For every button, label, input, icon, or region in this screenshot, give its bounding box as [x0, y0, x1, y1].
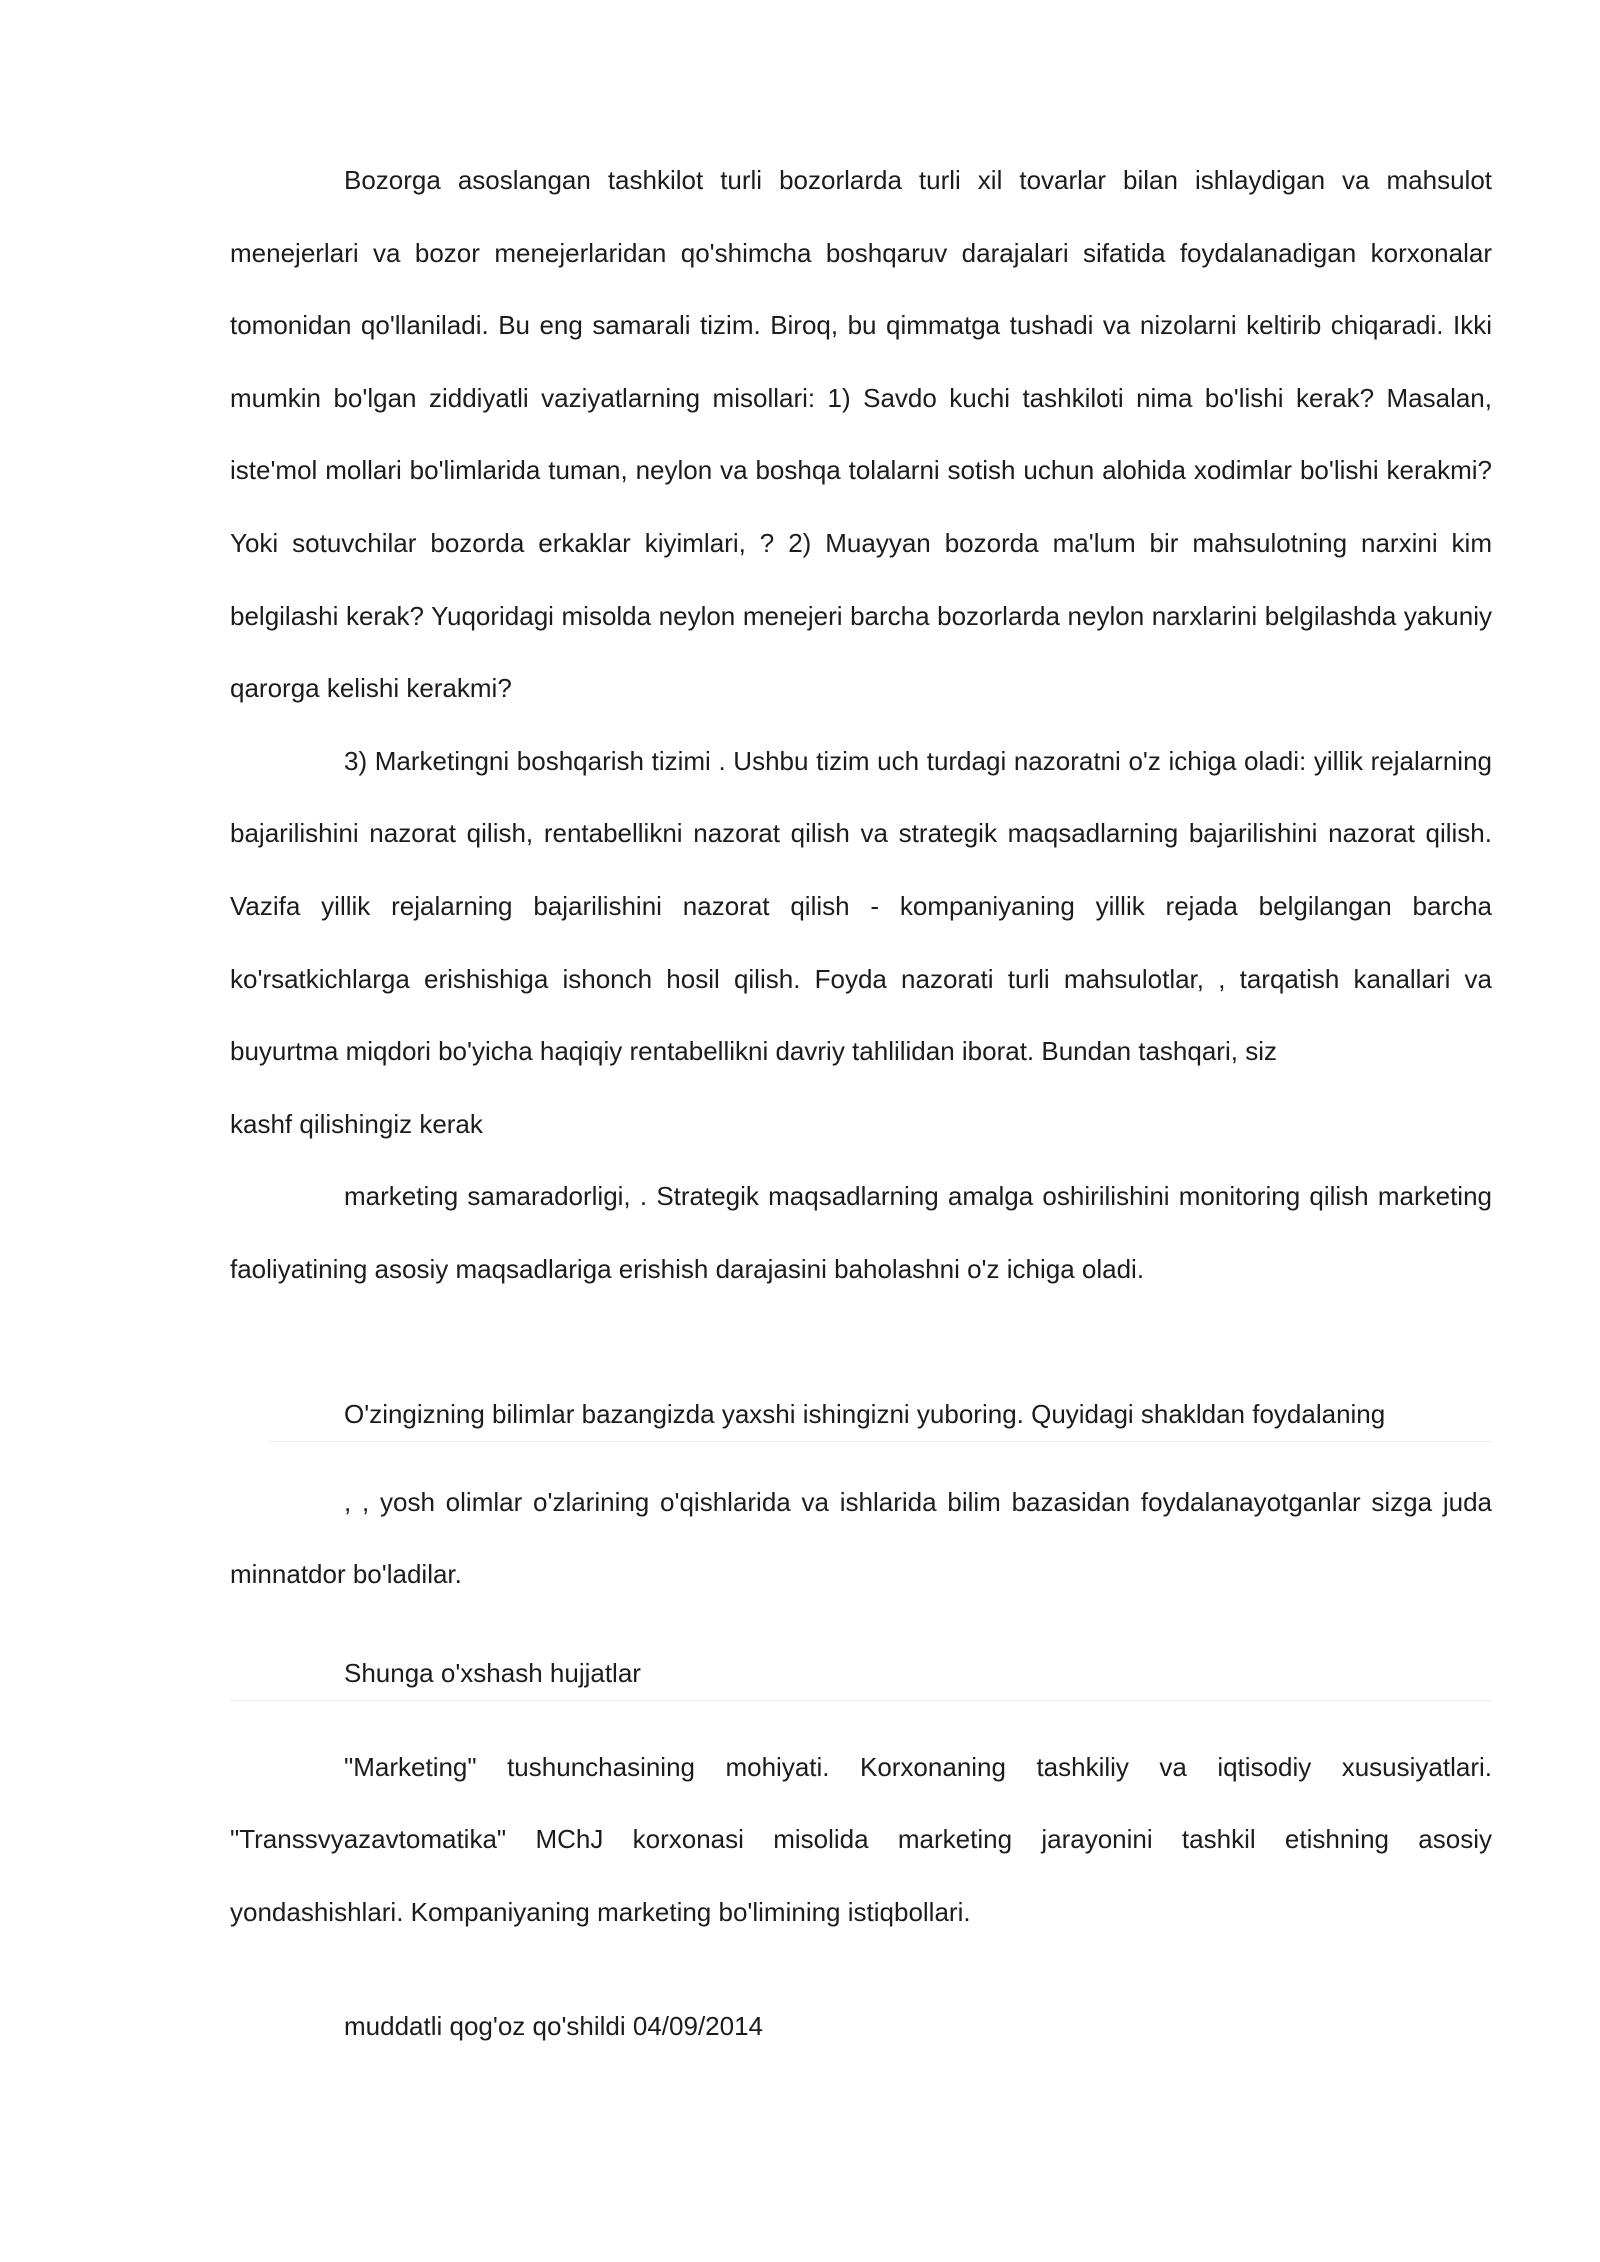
paragraph-marketing-efficiency: marketing samaradorligi, . Strategik maqsadlarning amalga oshirilishini monitoring qilish marketing faoliyatining asosiy maqsadlariga erishish darajasini baholashni o'z ichiga oladi. — [230, 1181, 1492, 1284]
paragraph-continuation: kashf qilishingiz kerak — [230, 1108, 483, 1139]
thanks-paragraph: , , yosh olimlar o'zlarining o'qishlarida va ishlarida bilim bazasidan foydalanayotganlar sizga juda minnatdor bo'ladilar. — [230, 1486, 1492, 1590]
submit-work-prompt — [230, 1392, 1492, 1436]
divider — [230, 1700, 1492, 1701]
similar-documents-heading — [230, 1651, 1492, 1695]
similar-document-meta: muddatli qog'oz qo'shildi 04/09/2014 — [344, 2011, 764, 2042]
similar-document-description[interactable]: "Marketing" tushunchasining mohiyati. Korxonaning tashkiliy va iqtisodiy xususiyatlari. "Transsvyazavtomatika" MChJ korxonasi misolida marketing jarayonini tashkil etishning asosiy yondashishlari. Kompaniyaning marketing bo'limining istiqbollari. — [230, 1751, 1492, 1927]
similar-documents-title: Shunga o'xshash hujjatlar — [344, 1657, 641, 1688]
paragraph-marketing-control: 3) Marketingni boshqarish tizimi . Ushbu tizim uch turdagi nazoratni o'z ichiga oladi: yillik rejalarning bajarilishini nazorat qilish, rentabellikni nazorat qilish va strategik maqsadlarning bajarilishini nazorat qilish. Vazifa yillik rejalarning bajarilishini nazorat qilish - kompaniyaning yillik rejada belgilangan barcha ko'rsatkichlarga erishishiga ishonch hosil qilish. Foyda nazorati turli mahsulotlar, , tarqatish kanallari va buyurtma miqdori bo'yicha haqiqiy rentabellikni davriy tahlilidan iborat. Bundan tashqari, siz — [230, 745, 1492, 1067]
divider — [270, 1441, 1492, 1442]
submit-work-text: O'zingizning bilimlar bazangizda yaxshi ishingizni yuboring. Quyidagi shakldan foydalaning — [344, 1398, 1386, 1429]
document-content — [230, 144, 1492, 2063]
paragraph-market-organization: Bozorga asoslangan tashkilot turli bozorlarda turli xil tovarlar bilan ishlaydigan va mahsulot menejerlari va bozor menejerlaridan qo'shimcha boshqaruv darajalari sifatida foydalanadigan korxonalar tomonidan qo'llaniladi. Bu eng samarali tizim. Biroq, bu qimmatga tushadi va nizolarni keltirib chiqaradi. Ikki mumkin bo'lgan ziddiyatli vaziyatlarning misollari: 1) Savdo kuchi tashkiloti nima bo'lishi kerak? Masalan, iste'mol mollari bo'limlarida tuman, neylon va boshqa tolalarni sotish uchun alohida xodimlar bo'lishi kerakmi? Yoki sotuvchilar bozorda erkaklar kiyimlari, ? 2) Muayyan bozorda ma'lum bir mahsulotning narxini kim belgilashi kerak? Yuqoridagi misolda neylon menejeri barcha bozorlarda neylon narxlarini belgilashda yakuniy qarorga kelishi kerakmi? — [230, 165, 1492, 704]
